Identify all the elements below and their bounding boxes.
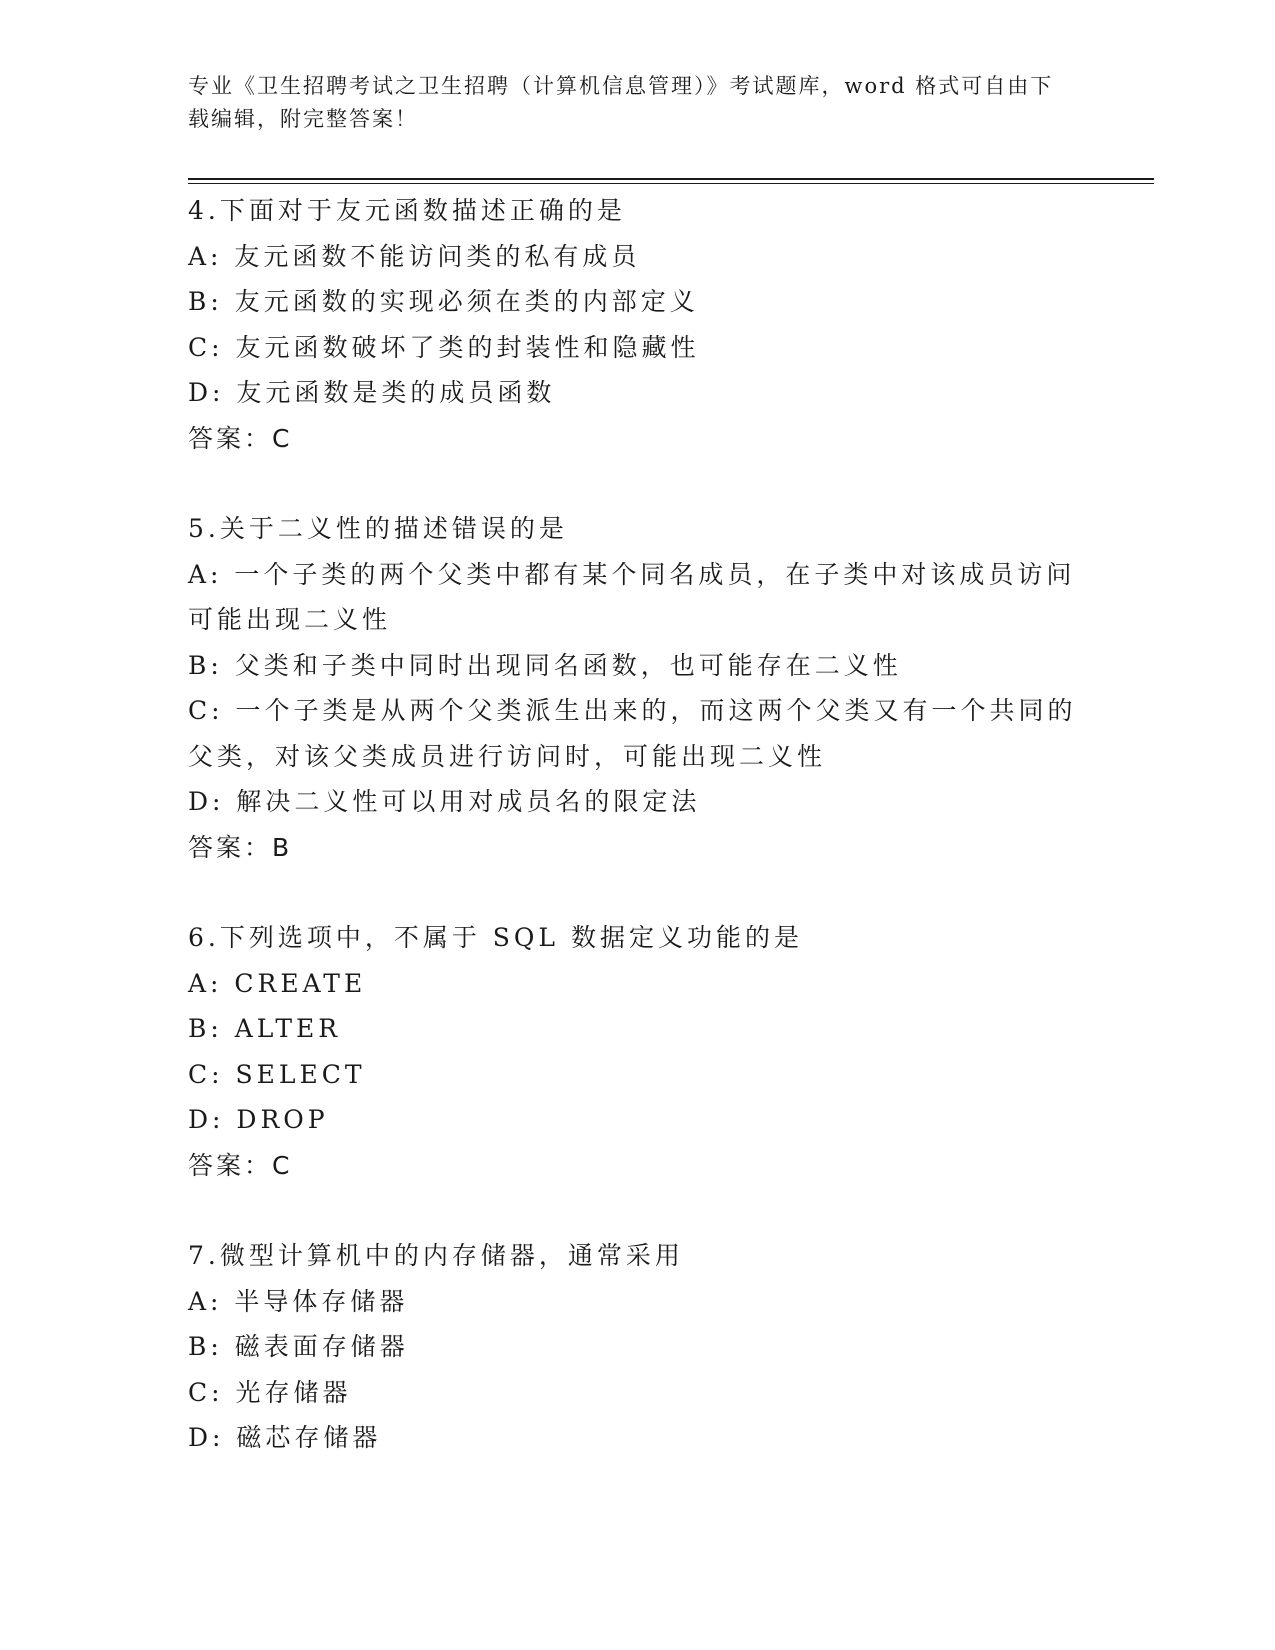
header-rule-thick <box>188 178 1154 180</box>
option-c: C: 光存储器 <box>188 1377 352 1407</box>
question-title: 6.下列选项中，不属于 SQL 数据定义功能的是 <box>188 923 803 952</box>
option-d: D: 解决二义性可以用对成员名的限定法 <box>188 787 701 816</box>
question-list <box>188 188 1088 1506</box>
option-b: B: ALTER <box>188 1014 342 1043</box>
option-b: B: 父类和子类中同时出现同名函数，也可能存在二义性 <box>188 650 902 680</box>
answer: 答案：C <box>188 1150 293 1180</box>
question-title: 4.下面对于友元函数描述正确的是 <box>188 196 626 225</box>
question-5 <box>188 506 1088 870</box>
option-d: D: 友元函数是类的成员函数 <box>188 378 556 407</box>
option-c: C: 一个子类是从两个父类派生出来的，而这两个父类又有一个共同的父类，对该父类成员进行访问时，可能出现二义性 <box>188 696 1077 771</box>
question-6 <box>188 915 1088 1188</box>
question-7 <box>188 1233 1088 1461</box>
option-c: C: SELECT <box>188 1059 366 1089</box>
option-b: B: 友元函数的实现必须在类的内部定义 <box>188 287 699 316</box>
option-d: D: 磁芯存储器 <box>188 1423 382 1452</box>
answer: 答案：C <box>188 423 293 453</box>
question-title: 5.关于二义性的描述错误的是 <box>188 514 568 543</box>
document-header: 专业《卫生招聘考试之卫生招聘（计算机信息管理）》考试题库，word 格式可自由下载编辑，附完整答案！ <box>188 74 1054 131</box>
option-d: D: DROP <box>188 1105 329 1134</box>
answer: 答案：B <box>188 832 293 862</box>
header-rule-thin <box>188 183 1154 184</box>
option-b: B: 磁表面存储器 <box>188 1332 409 1361</box>
option-a: A: 一个子类的两个父类中都有某个同名成员，在子类中对该成员访问可能出现二义性 <box>188 559 1076 634</box>
question-4 <box>188 188 1088 461</box>
option-a: A: 半导体存储器 <box>188 1286 409 1316</box>
option-a: A: CREATE <box>188 968 367 998</box>
option-c: C: 友元函数破坏了类的封装性和隐藏性 <box>188 332 700 362</box>
question-title: 7.微型计算机中的内存储器，通常采用 <box>188 1241 684 1270</box>
option-a: A: 友元函数不能访问类的私有成员 <box>188 241 641 271</box>
